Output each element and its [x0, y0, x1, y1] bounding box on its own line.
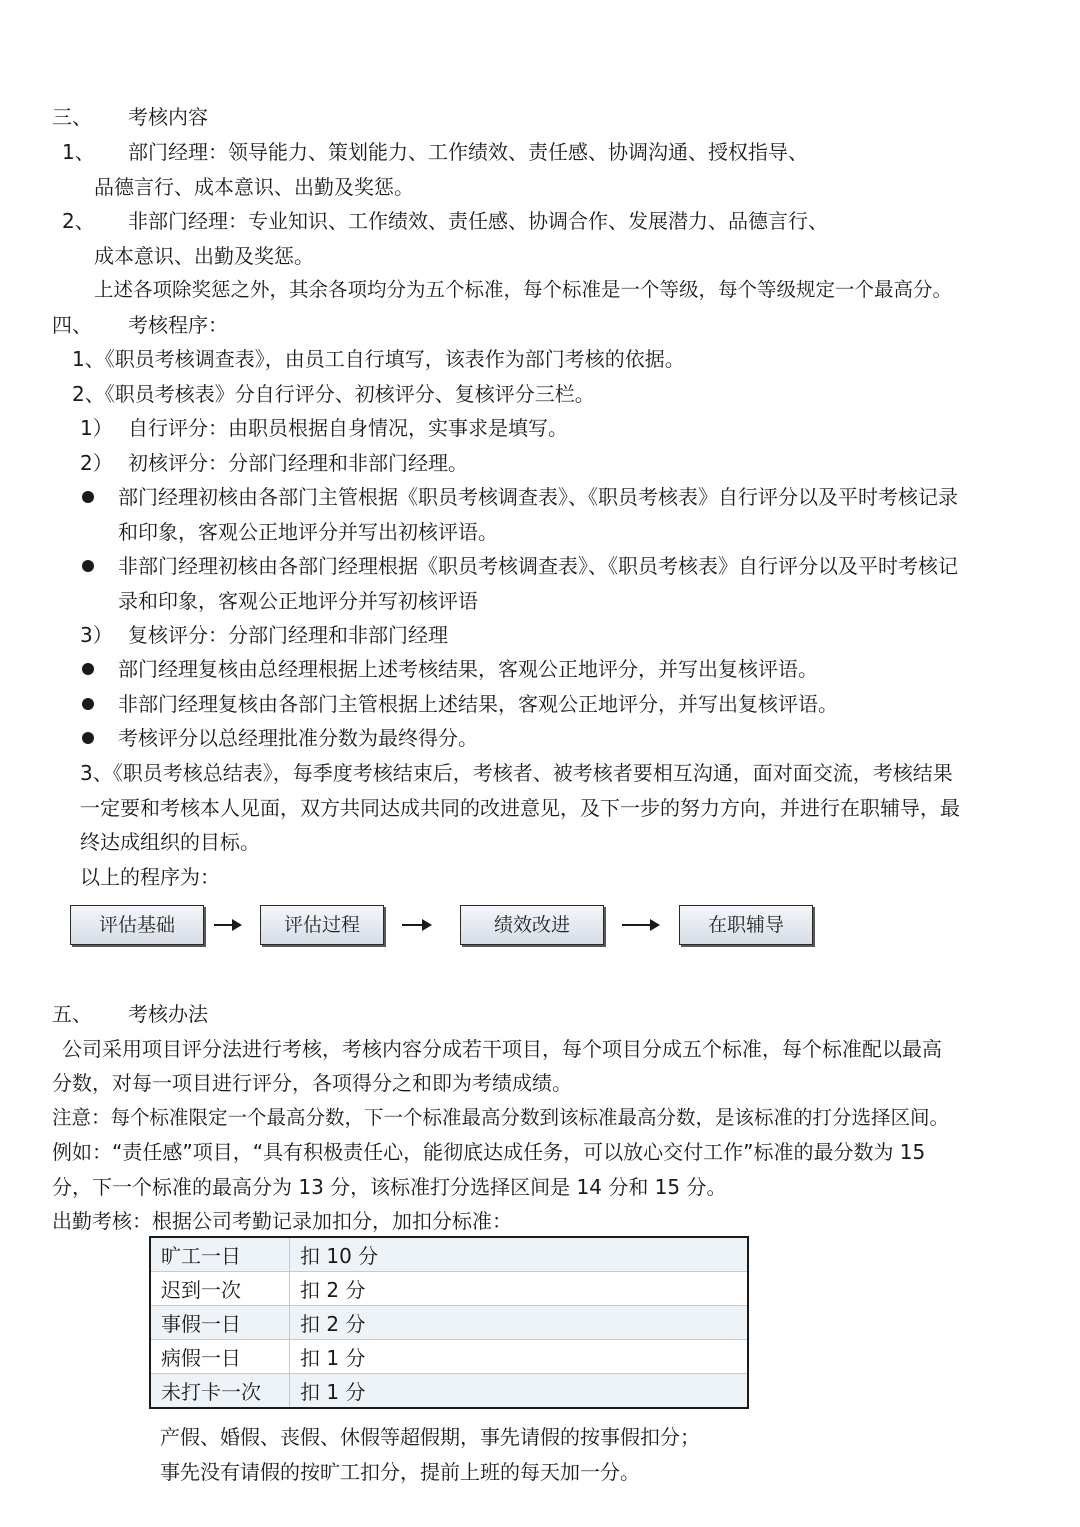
arrow-right-icon: [622, 924, 658, 926]
flow-step-coaching: 在职辅导: [679, 905, 813, 945]
attendance-intro: 出勤考核：根据公司考勤记录加扣分，加扣分标准：: [52, 1209, 512, 1233]
section4-bullet3: 部门经理复核由总经理根据上述考核结果，客观公正地评分，并写出复核评语。: [118, 657, 818, 681]
section3-heading: 考核内容: [128, 105, 208, 129]
table-cell: 事假一日: [150, 1306, 290, 1340]
section3-item1-number: 1、: [62, 140, 95, 164]
section4-step2: 2、《职员考核表》分自行评分、初核评分、复核评分三栏。: [72, 382, 595, 406]
table-cell: 扣 1 分: [290, 1374, 749, 1409]
section5-p3-line1: 例如：“责任感”项目，“具有积极责任心，能彻底达成任务，可以放心交付工作”标准的最分数为 15: [52, 1140, 926, 1164]
attendance-footnote-line1: 产假、婚假、丧假、休假等超假期，事先请假的按事假扣分；: [160, 1425, 700, 1449]
section5-p2: 注意：每个标准限定一个最高分数，下一个标准最高分数到该标准最高分数，是该标准的打分选择区间。: [52, 1106, 950, 1129]
section5-p3-line2: 分，下一个标准的最高分为 13 分，该标准打分选择区间是 14 分和 15 分。: [52, 1175, 727, 1199]
section4-heading-number: 四、: [52, 313, 92, 337]
bullet-icon: [82, 663, 94, 675]
section4-sub2-text: 初核评分：分部门经理和非部门经理。: [128, 451, 468, 475]
section4-step1: 1、《职员考核调查表》，由员工自行填写，该表作为部门考核的依据。: [72, 347, 685, 371]
table-row: [150, 1272, 748, 1306]
section4-step3-line1: 3、《职员考核总结表》，每季度考核结束后，考核者、被考核者要相互沟通，面对面交流，考核结果: [80, 761, 953, 785]
arrow-right-icon: [402, 924, 430, 926]
bullet-icon: [82, 698, 94, 710]
bullet-icon: [82, 491, 94, 503]
table-cell: 扣 2 分: [290, 1306, 749, 1340]
table-row: [150, 1340, 748, 1374]
table-row: [150, 1237, 748, 1272]
section4-sub1-text: 自行评分：由职员根据自身情况，实事求是填写。: [128, 416, 568, 440]
section5-heading: 考核办法: [128, 1002, 208, 1026]
section3-heading-number: 三、: [52, 105, 92, 129]
table-cell: 迟到一次: [150, 1272, 290, 1306]
section4-step3-line3: 终达成组织的目标。: [80, 830, 260, 854]
attendance-footnote-line2: 事先没有请假的按旷工扣分，提前上班的每天加一分。: [160, 1460, 640, 1484]
flow-step-foundation: 评估基础: [70, 905, 204, 945]
flow-intro: 以上的程序为：: [80, 865, 220, 889]
table-cell: 旷工一日: [150, 1237, 290, 1272]
section3-item2-line1: 非部门经理：专业知识、工作绩效、责任感、协调合作、发展潜力、品德言行、: [128, 209, 828, 233]
section4-sub3-number: 3）: [80, 623, 113, 647]
section4-bullet5: 考核评分以总经理批准分数为最终得分。: [118, 726, 478, 750]
section4-bullet2-line1: 非部门经理初核由各部门经理根据《职员考核调查表》、《职员考核表》自行评分以及平时考核记: [118, 554, 958, 578]
section4-sub3-text: 复核评分：分部门经理和非部门经理: [128, 623, 448, 647]
section4-sub2-number: 2）: [80, 451, 113, 475]
section4-bullet1-line2: 和印象，客观公正地评分并写出初核评语。: [118, 520, 498, 544]
table-row: [150, 1306, 748, 1340]
bullet-icon: [82, 560, 94, 572]
section3-item2-line2: 成本意识、出勤及奖惩。: [94, 244, 314, 268]
table-cell: 病假一日: [150, 1340, 290, 1374]
section4-sub1-number: 1）: [80, 416, 113, 440]
section5-p1-line2: 分数，对每一项目进行评分，各项得分之和即为考绩成绩。: [52, 1071, 572, 1095]
attendance-table: [149, 1236, 749, 1409]
table-cell: 扣 2 分: [290, 1272, 749, 1306]
section3-item2-number: 2、: [62, 209, 95, 233]
section4-step3-line2: 一定要和考核本人见面，双方共同达成共同的改进意见，及下一步的努力方向，并进行在职辅导，最: [80, 796, 960, 820]
section3-item1-line1: 部门经理：领导能力、策划能力、工作绩效、责任感、协调沟通、授权指导、: [128, 140, 808, 164]
table-cell: 扣 1 分: [290, 1340, 749, 1374]
section4-bullet4: 非部门经理复核由各部门主管根据上述结果，客观公正地评分，并写出复核评语。: [118, 692, 838, 716]
section4-heading: 考核程序：: [128, 313, 228, 337]
section3-item1-line2: 品德言行、成本意识、出勤及奖惩。: [94, 175, 414, 199]
section3-note: 上述各项除奖惩之外，其余各项均分为五个标准，每个标准是一个等级，每个等级规定一个最高分。: [94, 278, 953, 301]
flow-step-improvement: 绩效改进: [460, 905, 604, 945]
bullet-icon: [82, 732, 94, 744]
section5-p1-line1: 公司采用项目评分法进行考核，考核内容分成若干项目，每个项目分成五个标准，每个标准配以最高: [62, 1037, 942, 1061]
flow-step-process: 评估过程: [260, 905, 384, 945]
section5-heading-number: 五、: [52, 1002, 92, 1026]
section4-bullet1-line1: 部门经理初核由各部门主管根据《职员考核调查表》、《职员考核表》自行评分以及平时考核记录: [118, 485, 958, 509]
table-row: [150, 1374, 748, 1409]
section4-bullet2-line2: 录和印象，客观公正地评分并写初核评语: [118, 589, 478, 613]
table-cell: 扣 10 分: [290, 1237, 749, 1272]
table-cell: 未打卡一次: [150, 1374, 290, 1409]
arrow-right-icon: [214, 924, 240, 926]
